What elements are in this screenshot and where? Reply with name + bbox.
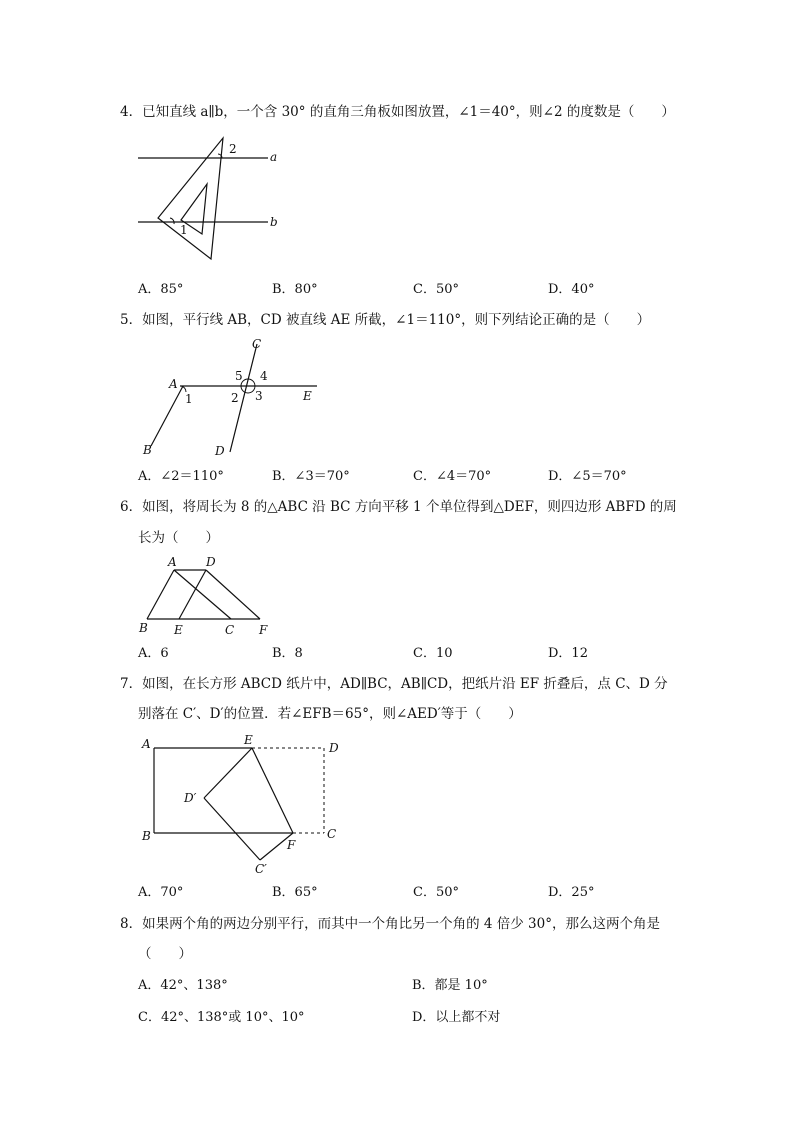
q5-stem: 5．如图，平行线 AB，CD 被直线 AE 所截，∠1＝110°，则下列结论正确的是（ ） xyxy=(120,312,651,328)
q4-label-b: b xyxy=(270,215,278,229)
q5-figure xyxy=(135,336,335,461)
q7-label-Cprime: C′ xyxy=(255,862,267,876)
q4-label-2: 2 xyxy=(229,142,237,156)
q6-stem-line2: 长为（ ） xyxy=(138,530,219,546)
q6-figure xyxy=(136,553,286,638)
q7-label-D: D xyxy=(329,741,339,755)
q6-label-C: C xyxy=(225,623,235,637)
q4-figure xyxy=(130,134,290,264)
q7-label-Dprime: D′ xyxy=(184,791,197,805)
q5-label-C: C xyxy=(252,337,262,351)
q7-label-B: B xyxy=(142,829,151,843)
q5-label-2: 2 xyxy=(231,391,239,405)
q6-label-A: A xyxy=(168,555,177,569)
q5-label-B: B xyxy=(143,443,152,457)
q5-label-D: D xyxy=(215,444,225,458)
q6-label-B: B xyxy=(139,621,148,635)
q7-option-a[interactable]: A．70° xyxy=(138,885,184,900)
q8-stem-line1: 8．如果两个角的两边分别平行，而其中一个角比另一个角的 4 倍少 30°，那么这两个角是 xyxy=(120,916,660,932)
q5-label-A: A xyxy=(169,377,178,391)
q6-option-c[interactable]: C．10 xyxy=(413,646,453,661)
q7-label-C: C xyxy=(327,827,337,841)
q4-option-b[interactable]: B．80° xyxy=(272,282,318,297)
q5-option-c[interactable]: C．∠4＝70° xyxy=(413,469,492,484)
q7-label-A: A xyxy=(142,737,151,751)
q7-option-d[interactable]: D．25° xyxy=(548,885,595,900)
q6-option-d[interactable]: D．12 xyxy=(548,646,588,661)
q8-option-b[interactable]: B．都是 10° xyxy=(412,978,488,993)
q5-label-E: E xyxy=(303,389,312,403)
q5-option-b[interactable]: B．∠3＝70° xyxy=(272,469,350,484)
q6-option-b[interactable]: B．8 xyxy=(272,646,303,661)
q5-label-1: 1 xyxy=(185,392,193,406)
q8-option-d[interactable]: D．以上都不对 xyxy=(412,1010,501,1025)
q7-label-E: E xyxy=(244,733,253,747)
q7-label-F: F xyxy=(287,838,296,852)
q7-stem-line2: 别落在 C′、D′的位置．若∠EFB＝65°，则∠AED′等于（ ） xyxy=(138,706,522,722)
q5-label-3: 3 xyxy=(255,389,263,403)
q8-option-a[interactable]: A．42°、138° xyxy=(138,978,228,993)
q6-label-D: D xyxy=(206,555,216,569)
q7-stem-line1: 7．如图，在长方形 ABCD 纸片中，AD∥BC，AB∥CD，把纸片沿 EF 折叠后，点 C、D 分 xyxy=(120,676,668,692)
q4-label-1: 1 xyxy=(180,223,188,237)
q6-label-F: F xyxy=(259,623,268,637)
q5-label-5: 5 xyxy=(235,369,243,383)
q4-option-c[interactable]: C．50° xyxy=(413,282,459,297)
q5-label-4: 4 xyxy=(260,369,268,383)
q4-label-a: a xyxy=(270,150,278,164)
q6-label-E: E xyxy=(174,623,183,637)
q8-stem-line2: （ ） xyxy=(138,946,192,962)
q5-option-d[interactable]: D．∠5＝70° xyxy=(548,469,627,484)
q4-option-d[interactable]: D．40° xyxy=(548,282,595,297)
q7-option-b[interactable]: B．65° xyxy=(272,885,318,900)
q6-option-a[interactable]: A．6 xyxy=(138,646,169,661)
q7-figure xyxy=(134,732,354,877)
q4-stem: 4．已知直线 a∥b，一个含 30° 的直角三角板如图放置，∠1＝40°，则∠2 的度数是（ ） xyxy=(120,104,675,120)
q4-option-a[interactable]: A．85° xyxy=(138,282,184,297)
q6-stem-line1: 6．如图，将周长为 8 的△ABC 沿 BC 方向平移 1 个单位得到△DEF，则四边形 ABFD 的周 xyxy=(120,499,677,515)
q7-option-c[interactable]: C．50° xyxy=(413,885,459,900)
q8-option-c[interactable]: C．42°、138°或 10°、10° xyxy=(138,1010,305,1025)
q5-option-a[interactable]: A．∠2＝110° xyxy=(138,469,224,484)
